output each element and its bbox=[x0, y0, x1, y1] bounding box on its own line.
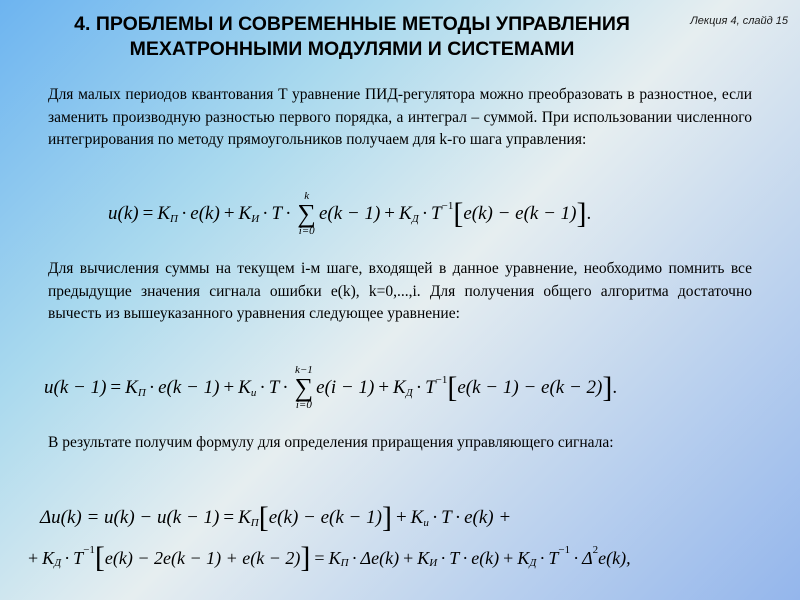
formula-1-kd-sub: Д bbox=[411, 213, 419, 225]
title-line-1: 4. ПРОБЛЕМЫ И СОВРЕМЕННЫЕ МЕТОДЫ УПРАВЛЕНИЯ bbox=[74, 13, 630, 35]
formula-1-ek: e(k) bbox=[190, 203, 220, 224]
formula-3b-kp-sub: П bbox=[340, 557, 349, 569]
formula-3b-kd-sub: Д bbox=[54, 557, 62, 569]
formula-1-ki: K bbox=[238, 203, 252, 224]
formula-3b-ki-sub: И bbox=[429, 557, 438, 569]
formula-3a-ki-sub: и bbox=[423, 517, 429, 529]
formula-2-ekm1: e(k − 1) bbox=[158, 377, 220, 398]
formula-3b-delta-e: Δe(k) bbox=[360, 547, 400, 568]
formula-3b-ek: e(k) bbox=[471, 547, 500, 568]
formula-3a-kp-sub: П bbox=[250, 517, 259, 529]
formula-1-ekm1: e(k − 1) bbox=[318, 203, 381, 224]
formula-3a-lhs: Δu(k) = u(k) − u(k − 1) bbox=[40, 507, 220, 528]
formula-3a-diff: e(k) − e(k − 1) bbox=[268, 507, 382, 528]
formula-3b-end: e(k), bbox=[598, 547, 631, 568]
formula-pid-previous-step: u(k − 1) = K П · e(k − 1) + K и · T · k−1 ∑ i=0 e(i − 1) + K Д · T −1 [ e(k − 1) − e(k − 2) ] . bbox=[44, 364, 618, 411]
formula-2-ki-sub: и bbox=[250, 387, 257, 399]
formula-3b-sq: 2 bbox=[592, 544, 599, 556]
paragraph-result: В результате получим формулу для определения приращения управляющего сигнала: bbox=[48, 434, 614, 451]
formula-3a-tail: e(k) + bbox=[464, 507, 512, 528]
slide-title bbox=[20, 12, 684, 62]
sum-lower-limit: i=0 bbox=[298, 225, 315, 237]
formula-1-kd: K bbox=[399, 203, 412, 224]
paragraph-sum-note: Для вычисления суммы на текущем i-м шаге, входящей в данное уравнение, необходимо помнить все предыдущие значения сигнала ошибки e(k), k=0,...,i. Для получения общего алгоритма достаточно вычесть из вышеуказанного уравнения следующее уравнение: bbox=[48, 260, 752, 322]
sum-sign-2: k−1 ∑ i=0 bbox=[294, 364, 314, 411]
formula-3b-kd2-sub: Д bbox=[529, 557, 537, 569]
sum-sign: k ∑ i=0 bbox=[297, 190, 316, 237]
slide-number-label: Лекция 4, слайд 15 bbox=[690, 15, 788, 27]
formula-2-kp-sub: П bbox=[137, 387, 146, 399]
formula-2-diff: e(k − 1) − e(k − 2) bbox=[457, 377, 603, 398]
formula-1-ki-sub: И bbox=[251, 213, 260, 225]
title-line-2: МЕХАТРОННЫМИ МОДУЛЯМИ И СИСТЕМАМИ bbox=[129, 38, 575, 60]
sum-2-upper-limit: k−1 bbox=[294, 364, 313, 376]
formula-2-eim1: e(i − 1) bbox=[316, 377, 375, 398]
formula-2-inv: −1 bbox=[435, 374, 448, 386]
formula-1-inv: −1 bbox=[441, 200, 454, 212]
formula-3b-delta: Δ bbox=[582, 547, 593, 568]
formula-3b-diff2: e(k) − 2e(k − 1) + e(k − 2) bbox=[104, 547, 301, 568]
formula-1-kp: K bbox=[157, 203, 170, 224]
formula-1-lhs: u(k) bbox=[108, 203, 139, 224]
formula-3b-inv: −1 bbox=[83, 544, 95, 556]
formula-increment-line-2: + K Д · T −1 [ e(k) − 2e(k − 1) + e(k − 2) ] = K П · Δe(k) + K И · T · e(k) + K Д · T −1 · Δ 2 e(k), bbox=[28, 541, 631, 574]
formula-1-diff: e(k) − e(k − 1) bbox=[463, 203, 577, 224]
paragraph-intro: Для малых периодов квантования T уравнение ПИД-регулятора можно преобразовать в разностное, если заменить производную разностью первого порядка, а интеграл – суммой. При использовании численного интегрирования по методу прямоугольников получаем для k-го шага управления: bbox=[48, 86, 752, 148]
formula-1-kp-sub: П bbox=[170, 213, 178, 225]
sum-2-lower-limit: i=0 bbox=[295, 399, 312, 411]
formula-1-t: T bbox=[271, 203, 283, 224]
formula-pid-discrete: u(k) = K П · e(k) + K И · T · k ∑ i=0 e(k − 1) + K Д · T −1 [ e(k) − e(k − 1) ] . bbox=[108, 190, 592, 237]
sum-upper-limit: k bbox=[304, 190, 310, 202]
formula-increment-line-1: Δu(k) = u(k) − u(k − 1) = K П [ e(k) − e(k − 1) ] + K и · T · e(k) + bbox=[40, 501, 512, 534]
formula-2-kd-sub: Д bbox=[405, 387, 413, 399]
formula-2-lhs: u(k − 1) bbox=[44, 377, 107, 398]
